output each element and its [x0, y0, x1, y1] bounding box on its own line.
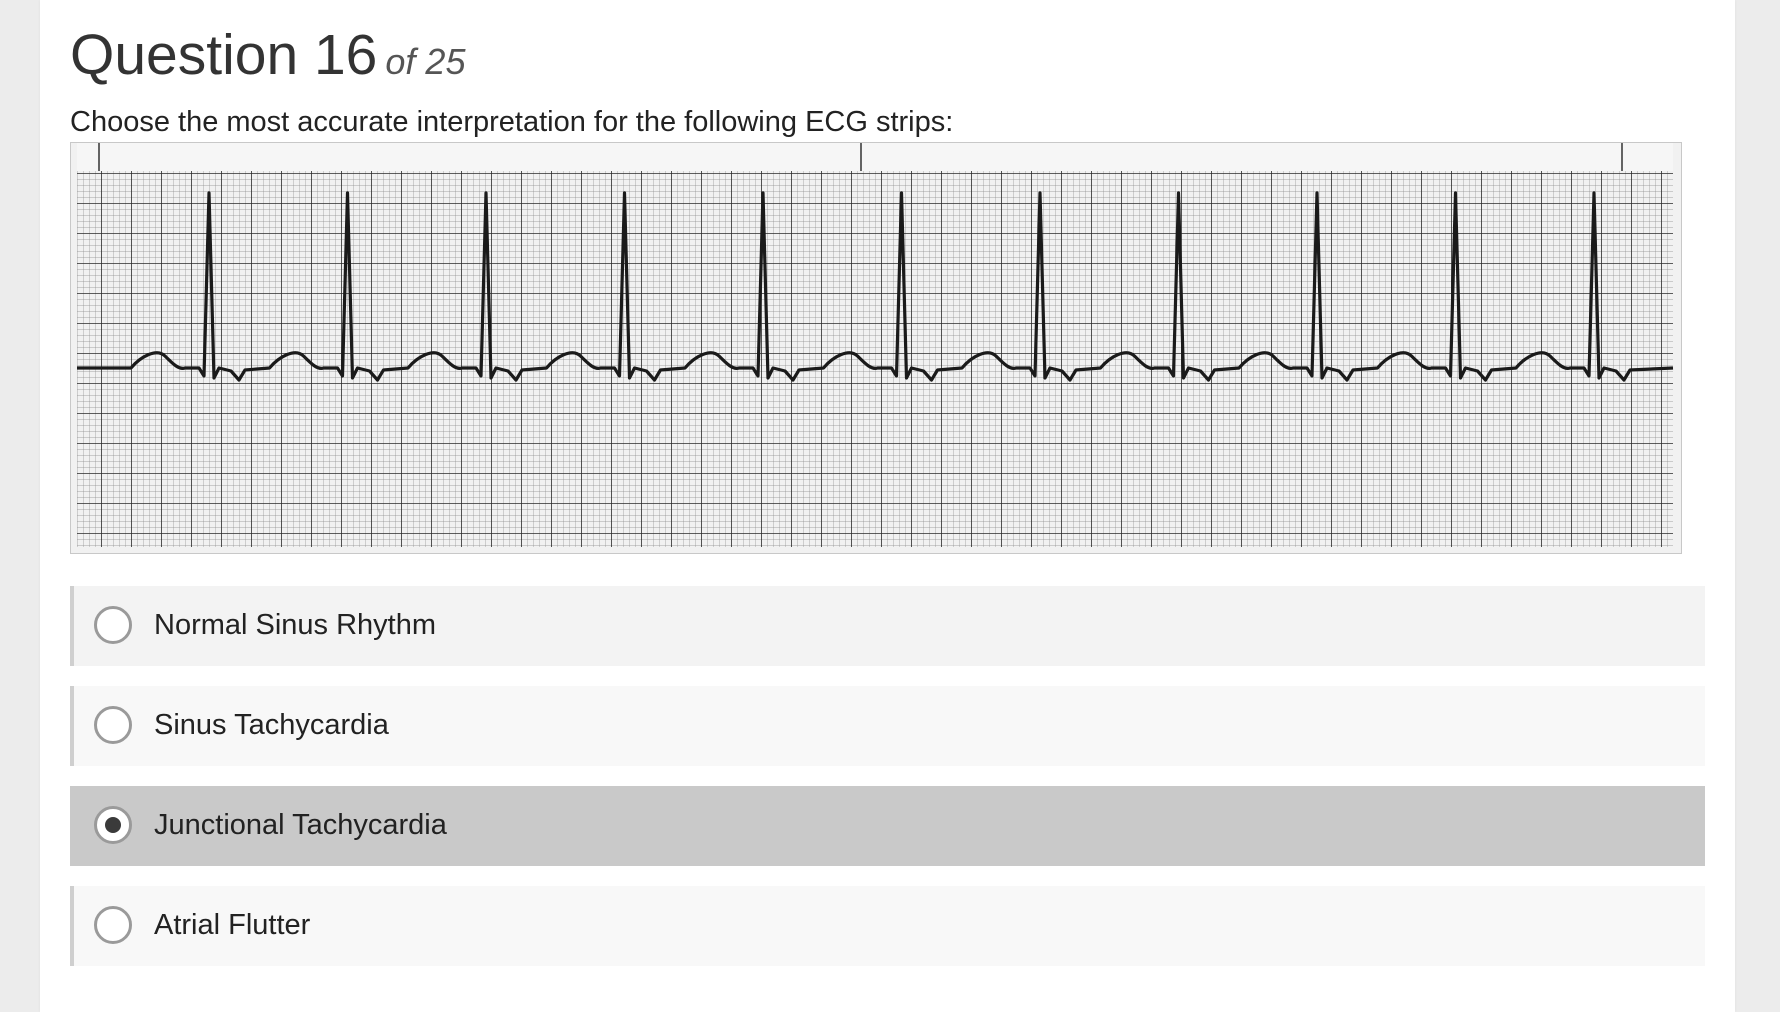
- answer-option-label: Normal Sinus Rhythm: [154, 609, 437, 641]
- answer-option-label: Atrial Flutter: [154, 909, 311, 941]
- answer-option-label: Sinus Tachycardia: [154, 709, 389, 741]
- radio-button-selected[interactable]: [94, 806, 132, 844]
- question-card: [40, 0, 1735, 1012]
- answer-option-junctional-tachycardia[interactable]: [70, 786, 1705, 866]
- answer-option-label: Junctional Tachycardia: [154, 809, 447, 841]
- answer-option-sinus-tachycardia[interactable]: [70, 686, 1705, 766]
- question-number: Question 16: [70, 23, 378, 87]
- question-prompt: Choose the most accurate interpretation for the following ECG strips:: [70, 106, 954, 138]
- answer-option-atrial-flutter[interactable]: [70, 886, 1705, 966]
- answer-option-normal-sinus-rhythm[interactable]: [70, 586, 1705, 666]
- radio-selected-dot: [105, 817, 121, 833]
- ecg-strip-drawing: [71, 143, 1681, 553]
- radio-button[interactable]: [94, 906, 132, 944]
- radio-button[interactable]: [94, 706, 132, 744]
- question-title: [70, 22, 465, 95]
- radio-button[interactable]: [94, 606, 132, 644]
- ecg-strip-image: [70, 142, 1682, 554]
- question-total: of 25: [385, 41, 466, 82]
